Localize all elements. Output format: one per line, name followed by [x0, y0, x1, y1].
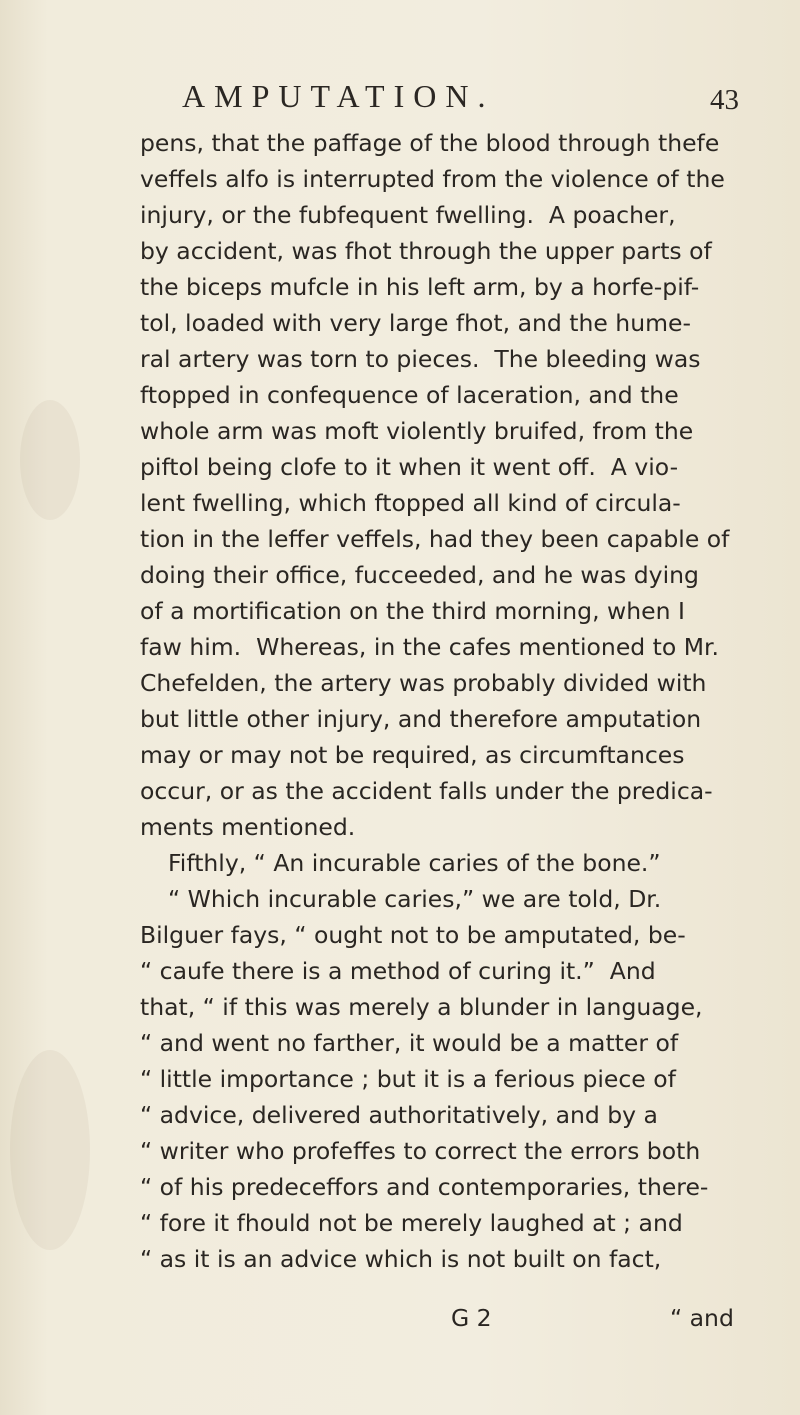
text-line: veffels alfo is interrupted from the violence of the	[140, 165, 725, 193]
text-line: doing their office, fucceeded, and he was dying	[140, 561, 699, 589]
text-line: “ caufe there is a method of curing it.” And	[140, 957, 656, 985]
text-line: lent fwelling, which ftopped all kind of circula-	[140, 489, 681, 517]
text-line: Fifthly, “ An incurable caries of the bone.”	[168, 849, 661, 877]
text-line: of a mortification on the third morning, when I	[140, 597, 685, 625]
text-line: may or may not be required, as circumftances	[140, 741, 685, 769]
text-line: pens, that the paffage of the blood through thefe	[140, 129, 720, 157]
text-line: “ writer who profeffes to correct the errors both	[140, 1137, 701, 1165]
text-line: but little other injury, and therefore amputation	[140, 705, 702, 733]
signature-mark: G 2	[451, 1304, 492, 1332]
text-line: faw him. Whereas, in the cafes mentioned to Mr.	[140, 633, 719, 661]
text-line: ral artery was torn to pieces. The bleeding was	[140, 345, 701, 373]
text-line: occur, or as the accident falls under the predica-	[140, 777, 713, 805]
text-line: Bilguer fays, “ ought not to be amputated, be-	[140, 921, 686, 949]
text-line: “ as it is an advice which is not built on fact,	[140, 1245, 662, 1273]
text-line: whole arm was moft violently bruifed, from the	[140, 417, 694, 445]
text-line: “ fore it fhould not be merely laughed at ; and	[140, 1209, 683, 1237]
text-line: “ little importance ; but it is a ferious piece of	[140, 1065, 676, 1093]
text-line: tion in the leffer veffels, had they been capable of	[140, 525, 730, 553]
text-line: “ advice, delivered authoritatively, and by a	[140, 1101, 658, 1129]
text-line: “ Which incurable caries,” we are told, Dr.	[168, 885, 662, 913]
text-line: ments mentioned.	[140, 813, 356, 841]
text-line: injury, or the fubfequent fwelling. A poacher,	[140, 201, 676, 229]
running-head: AMPUTATION.	[182, 78, 495, 114]
catchword: “ and	[670, 1304, 734, 1332]
text-line: piftol being clofe to it when it went off. A vio-	[140, 453, 679, 481]
text-line: tol, loaded with very large fhot, and the hume-	[140, 309, 691, 337]
text-line: “ and went no farther, it would be a matter of	[140, 1029, 679, 1057]
text-line: Chefelden, the artery was probably divided with	[140, 669, 707, 697]
text-line: ftopped in confequence of laceration, and the	[140, 381, 679, 409]
text-line: “ of his predeceffors and contemporaries, there-	[140, 1173, 709, 1201]
text-line: that, “ if this was merely a blunder in language,	[140, 993, 703, 1021]
page-number: 43	[710, 84, 739, 116]
text-line: by accident, was fhot through the upper parts of	[140, 237, 712, 265]
text-line: the biceps mufcle in his left arm, by a horfe-pif-	[140, 273, 700, 301]
